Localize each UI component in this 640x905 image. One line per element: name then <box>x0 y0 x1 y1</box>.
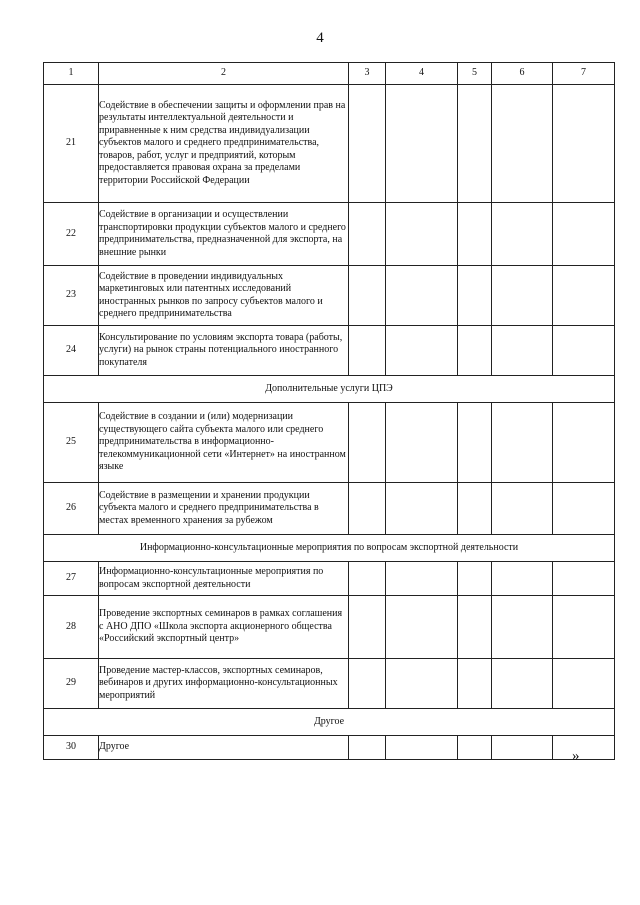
table-row <box>44 326 615 376</box>
empty-cell[interactable] <box>386 85 458 203</box>
table-row <box>44 562 615 596</box>
empty-cell[interactable] <box>553 203 615 266</box>
empty-cell[interactable] <box>349 562 386 596</box>
empty-cell[interactable] <box>492 736 553 760</box>
empty-cell[interactable] <box>458 659 492 709</box>
empty-cell[interactable] <box>492 403 553 483</box>
row-number: 28 <box>44 596 99 659</box>
row-number: 24 <box>44 326 99 376</box>
empty-cell[interactable] <box>458 85 492 203</box>
empty-cell[interactable] <box>553 483 615 535</box>
table-row <box>44 596 615 659</box>
row-description: Проведение экспортных семинаров в рамках соглашения с АНО ДПО «Школа экспорта акционерного общества «Российский экспортный центр» <box>99 596 349 659</box>
row-description: Другое <box>99 736 349 760</box>
empty-cell[interactable] <box>492 659 553 709</box>
table-row <box>44 85 615 203</box>
row-description: Проведение мастер-классов, экспортных семинаров, вебинаров и других информационно-консультационных мероприятий <box>99 659 349 709</box>
services-table <box>43 62 615 760</box>
empty-cell[interactable] <box>458 203 492 266</box>
empty-cell[interactable] <box>349 659 386 709</box>
empty-cell[interactable] <box>492 266 553 326</box>
row-number: 27 <box>44 562 99 596</box>
empty-cell[interactable] <box>349 596 386 659</box>
empty-cell[interactable] <box>386 483 458 535</box>
empty-cell[interactable] <box>386 562 458 596</box>
empty-cell[interactable] <box>458 403 492 483</box>
row-number: 22 <box>44 203 99 266</box>
empty-cell[interactable] <box>386 736 458 760</box>
header-cell: 3 <box>349 63 386 85</box>
empty-cell[interactable] <box>553 562 615 596</box>
table-row <box>44 736 615 760</box>
empty-cell[interactable] <box>458 736 492 760</box>
empty-cell[interactable] <box>349 85 386 203</box>
empty-cell[interactable] <box>386 326 458 376</box>
table-row <box>44 659 615 709</box>
empty-cell[interactable] <box>492 85 553 203</box>
empty-cell[interactable] <box>349 326 386 376</box>
empty-cell[interactable] <box>349 266 386 326</box>
empty-cell[interactable] <box>553 266 615 326</box>
row-description: Содействие в создании и (или) модернизации существующего сайта субъекта малого или среднего предпринимательства в информационно-телекоммуникационной сети «Интернет» на иностранном языке <box>99 403 349 483</box>
empty-cell[interactable] <box>458 562 492 596</box>
section-row <box>44 535 615 562</box>
row-number: 23 <box>44 266 99 326</box>
header-row <box>44 63 615 85</box>
empty-cell[interactable] <box>386 203 458 266</box>
empty-cell[interactable] <box>386 266 458 326</box>
empty-cell[interactable] <box>492 596 553 659</box>
row-description: Содействие в размещении и хранении продукции субъекта малого и среднего предпринимательства в местах временного хранения за рубежом <box>99 483 349 535</box>
row-number: 25 <box>44 403 99 483</box>
empty-cell[interactable] <box>458 483 492 535</box>
table-row <box>44 203 615 266</box>
empty-cell[interactable] <box>458 596 492 659</box>
empty-cell[interactable] <box>553 85 615 203</box>
section-row <box>44 709 615 736</box>
row-description: Информационно-консультационные мероприятия по вопросам экспортной деятельности <box>99 562 349 596</box>
empty-cell[interactable] <box>349 203 386 266</box>
empty-cell[interactable] <box>458 326 492 376</box>
empty-cell[interactable] <box>349 483 386 535</box>
header-cell: 6 <box>492 63 553 85</box>
empty-cell[interactable] <box>349 736 386 760</box>
section-heading: Информационно-консультационные мероприятия по вопросам экспортной деятельности <box>44 535 615 562</box>
row-description: Содействие в проведении индивидуальных маркетинговых или патентных исследований иностранных рынков по запросу субъектов малого и среднего предпринимательства <box>99 266 349 326</box>
header-cell: 2 <box>99 63 349 85</box>
row-description: Консультирование по условиям экспорта товара (работы, услуги) на рынок страны потенциального иностранного покупателя <box>99 326 349 376</box>
page-number: 4 <box>316 30 324 46</box>
empty-cell[interactable] <box>386 659 458 709</box>
section-heading: Другое <box>44 709 615 736</box>
empty-cell[interactable] <box>458 266 492 326</box>
row-number: 30 <box>44 736 99 760</box>
row-number: 29 <box>44 659 99 709</box>
empty-cell[interactable] <box>349 403 386 483</box>
row-description: Содействие в обеспечении защиты и оформлении прав на результаты интеллектуальной деятельности и приравненные к ним средства индивидуализации субъектов малого и среднего предпринимательства, товаров, работ, услуг и предприятий, которым предоставляется правовая охрана за пределами территории Российской Федерации <box>99 85 349 203</box>
empty-cell[interactable] <box>553 403 615 483</box>
header-cell: 5 <box>458 63 492 85</box>
section-heading: Дополнительные услуги ЦПЭ <box>44 376 615 403</box>
header-cell: 7 <box>553 63 615 85</box>
empty-cell[interactable] <box>553 659 615 709</box>
row-number: 21 <box>44 85 99 203</box>
row-description: Содействие в организации и осуществлении транспортировки продукции субъектов малого и среднего предпринимательства, предназначенной для экспорта, на внешние рынки <box>99 203 349 266</box>
empty-cell[interactable] <box>492 562 553 596</box>
empty-cell[interactable] <box>553 736 615 760</box>
row-number: 26 <box>44 483 99 535</box>
empty-cell[interactable] <box>492 203 553 266</box>
section-row <box>44 376 615 403</box>
empty-cell[interactable] <box>386 596 458 659</box>
empty-cell[interactable] <box>553 326 615 376</box>
closing-quote: » <box>572 748 580 764</box>
header-cell: 1 <box>44 63 99 85</box>
table-row <box>44 483 615 535</box>
table-row <box>44 403 615 483</box>
header-cell: 4 <box>386 63 458 85</box>
empty-cell[interactable] <box>386 403 458 483</box>
empty-cell[interactable] <box>553 596 615 659</box>
empty-cell[interactable] <box>492 483 553 535</box>
table-row <box>44 266 615 326</box>
empty-cell[interactable] <box>492 326 553 376</box>
